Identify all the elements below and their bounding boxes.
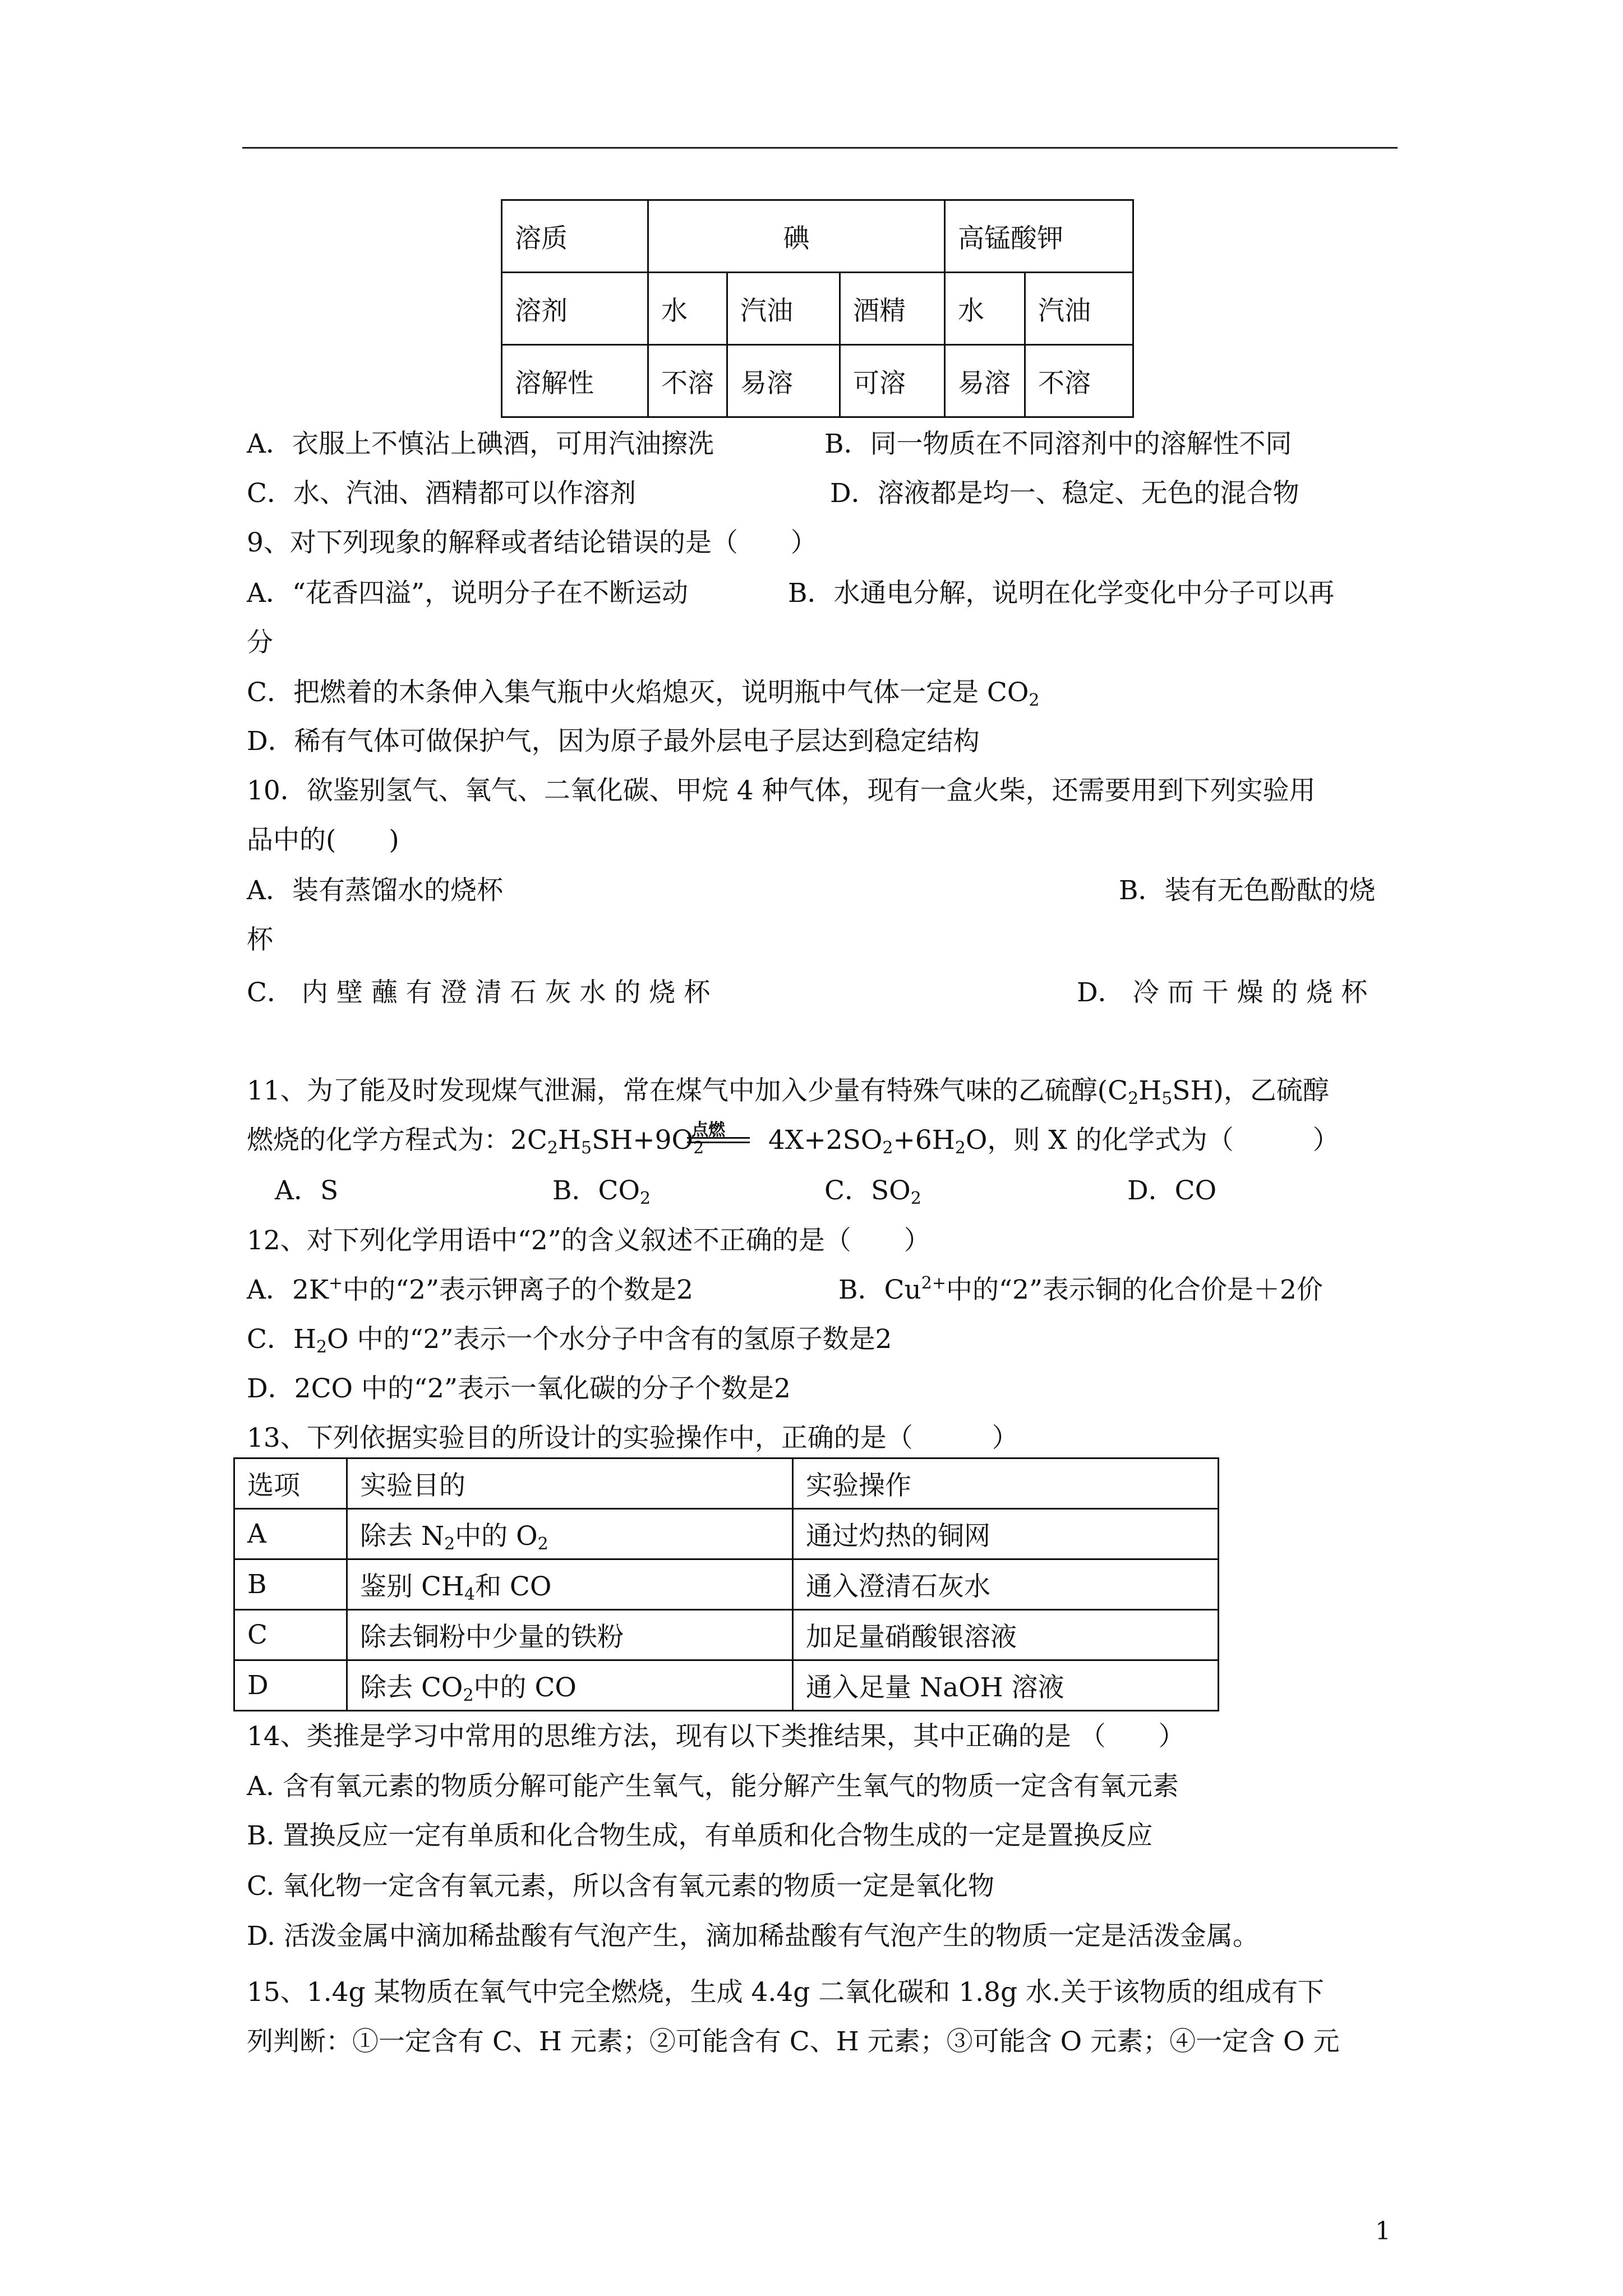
table-row (502, 273, 1133, 345)
q14-option-b: B. 置换反应一定有单质和化合物生成，有单质和化合物生成的一定是置换反应 (247, 1820, 1153, 1851)
table-cell: C (234, 1610, 347, 1660)
reaction-condition-label: 点燃 (691, 1120, 725, 1140)
table-cell: 鉴别 $CH_4$和 CO (347, 1559, 793, 1610)
table-row (502, 200, 1133, 273)
q9-option-b-cont: 分 (247, 627, 273, 658)
table-cell: 易溶 (945, 345, 1025, 417)
q14-option-d: D. 活泼金属中滴加稀盐酸有气泡产生，滴加稀盐酸有气泡产生的物质一定是活泼金属。 (247, 1921, 1259, 1952)
q10-stem-cont: 品中的( ) (247, 825, 399, 855)
table-cell: 可溶 (840, 345, 945, 417)
q10-option-a: A．装有蒸馏水的烧杯 (247, 875, 503, 906)
q10-option-c: C． 内 壁 蘸 有 澄 清 石 灰 水 的 烧 杯 (247, 977, 711, 1008)
q10-option-d: D． 冷 而 干 燥 的 烧 杯 (1077, 977, 1368, 1008)
table-cell: 不溶 (648, 345, 727, 417)
q12-option-c: C．$H_2O$ 中的“2”表示一个水分子中含有的氢原子数是2 (247, 1324, 892, 1357)
table-row (234, 1458, 1219, 1509)
table-cell: 酒精 (840, 273, 945, 345)
q10-option-b: B．装有无色酚酞的烧 (1119, 875, 1376, 906)
reaction-arrow (687, 1119, 750, 1145)
q10-stem: 10．欲鉴别氢气、氧气、二氧化碳、甲烷 4 种气体，现有一盒火柴，还需要用到下列实验用 (247, 775, 1316, 806)
q14-stem: 14、类推是学习中常用的思维方法，现有以下类推结果，其中正确的是 （ ） (247, 1721, 1185, 1752)
q11-option-b: B．$CO_2$ (552, 1175, 651, 1208)
table-cell: 除去铜粉中少量的铁粉 (347, 1610, 793, 1660)
q9-option-c: C．把燃着的木条伸入集气瓶中火焰熄灭，说明瓶中气体一定是 $CO_2$ (247, 677, 1040, 710)
table-row (234, 1559, 1219, 1610)
q12-stem: 12、对下列化学用语中“2”的含义叙述不正确的是（ ） (247, 1225, 930, 1256)
table-cell: 易溶 (727, 345, 840, 417)
table-cell: 水 (945, 273, 1025, 345)
table-cell: 选项 (234, 1458, 347, 1509)
q12-option-a: A．2K+中的“2”表示钾离子的个数是2 (247, 1273, 693, 1305)
q8-option-d: D．溶液都是均一、稳定、无色的混合物 (830, 478, 1299, 509)
table-cell: 溶解性 (502, 345, 648, 417)
table-cell: 汽油 (1025, 273, 1133, 345)
table-cell: 实验目的 (347, 1458, 793, 1509)
table-cell: 溶质 (502, 200, 648, 273)
q15-stem: 15、1.4g 某物质在氧气中完全燃烧，生成 4.4g 二氧化碳和 1.8g 水.关于该物质的组成有下 (247, 1977, 1324, 2008)
table-cell: 通入足量 NaOH 溶液 (793, 1660, 1219, 1711)
page-number: 1 (1375, 2217, 1391, 2246)
header-rule (242, 147, 1398, 149)
table-row (502, 345, 1133, 417)
q9-option-a: A．“花香四溢”，说明分子在不断运动 (247, 578, 688, 609)
table-row (234, 1660, 1219, 1711)
table-cell: 水 (648, 273, 727, 345)
solubility-table (501, 199, 1134, 418)
q11-option-d: D．CO (1127, 1175, 1217, 1206)
q9-stem: 9、对下列现象的解释或者结论错误的是（ ） (247, 527, 817, 558)
table-cell: 高锰酸钾 (945, 200, 1133, 273)
table-row (234, 1509, 1219, 1559)
table-cell: 溶剂 (502, 273, 648, 345)
q9-option-b: B．水通电分解，说明在化学变化中分子可以再 (788, 578, 1335, 609)
table-cell: A (234, 1509, 347, 1559)
q11-option-c: C．$SO_2$ (824, 1175, 921, 1208)
q11-equation-left: 燃烧的化学方程式为：$2C_2H_5SH+9O_2$ (247, 1125, 704, 1158)
experiment-table (233, 1457, 1219, 1711)
q12-option-b: B．$Cu^{2+}$中的“2”表示铜的化合价是＋2价 (838, 1273, 1323, 1305)
table-cell: 不溶 (1025, 345, 1133, 417)
q8-option-a: A．衣服上不慎沾上碘酒，可用汽油擦洗 (247, 429, 714, 459)
q8-option-c: C．水、汽油、酒精都可以作溶剂 (247, 478, 636, 509)
table-cell: 加足量硝酸银溶液 (793, 1610, 1219, 1660)
table-cell: 碘 (648, 200, 945, 273)
table-cell: D (234, 1660, 347, 1711)
table-row (234, 1610, 1219, 1660)
q15-stem-cont: 列判断：①一定含有 C、H 元素；②可能含有 C、H 元素；③可能含 O 元素；④一定含 O 元 (247, 2026, 1340, 2057)
q13-stem: 13、下列依据实验目的所设计的实验操作中，正确的是（ ） (247, 1423, 1018, 1453)
q11-stem: 11、为了能及时发现煤气泄漏，常在煤气中加入少量有特殊气味的乙硫醇$(C_2H_5SH)$，乙硫醇 (247, 1075, 1329, 1108)
q14-option-c: C. 氧化物一定含有氧元素，所以含有氧元素的物质一定是氧化物 (247, 1871, 995, 1902)
table-cell: 汽油 (727, 273, 840, 345)
table-cell: 除去 $N_2$中的 $O_2$ (347, 1509, 793, 1559)
q14-option-a: A. 含有氧元素的物质分解可能产生氧气，能分解产生氧气的物质一定含有氧元素 (247, 1771, 1179, 1802)
q9-option-d: D．稀有气体可做保护气，因为原子最外层电子层达到稳定结构 (247, 726, 980, 757)
q11-option-a: A．S (275, 1175, 339, 1206)
q11-equation-right: $4X+2SO_2+6H_2O$，则 X 的化学式为（ ） (768, 1125, 1339, 1158)
table-cell: 通过灼热的铜网 (793, 1509, 1219, 1559)
q8-option-b: B．同一物质在不同溶剂中的溶解性不同 (824, 429, 1292, 459)
table-cell: 除去 $CO_2$中的 CO (347, 1660, 793, 1711)
table-cell: B (234, 1559, 347, 1610)
q12-option-d: D．2CO 中的“2”表示一氧化碳的分子个数是2 (247, 1373, 791, 1404)
table-cell: 实验操作 (793, 1458, 1219, 1509)
table-cell: 通入澄清石灰水 (793, 1559, 1219, 1610)
q10-option-b-cont: 杯 (247, 924, 273, 955)
